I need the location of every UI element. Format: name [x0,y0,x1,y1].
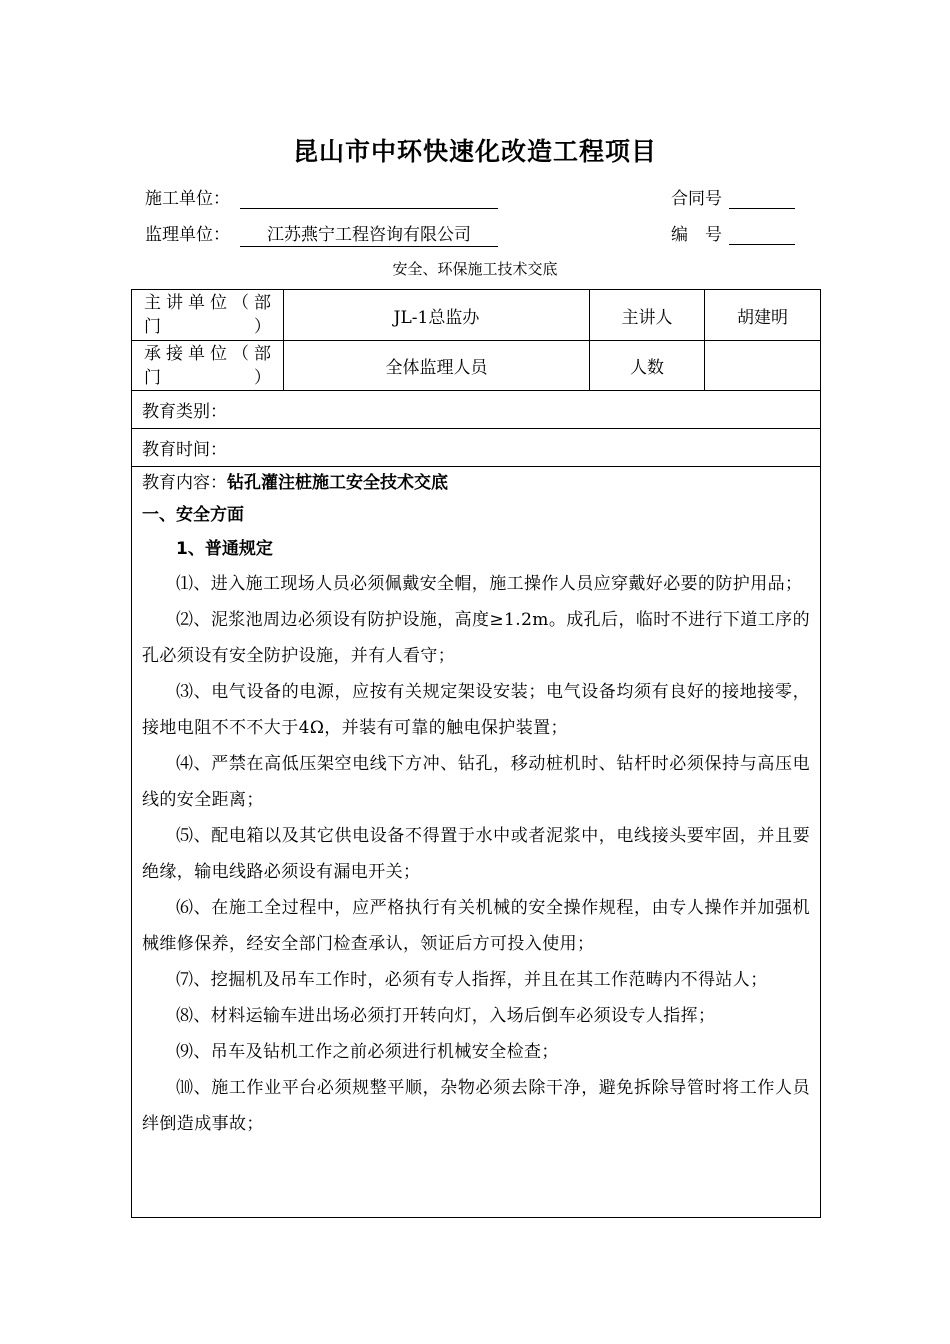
rule-item-9: ⑼、吊车及钻机工作之前必须进行机械安全检查； [176,1042,559,1062]
lecturer-label: 主讲人 [590,290,705,341]
supervision-unit-value: 江苏燕宁工程咨询有限公司 [240,224,498,247]
subtitle: 安全、环保施工技术交底 [392,260,558,278]
edu-time-row [132,429,821,467]
contract-no-blank [729,208,795,209]
rule-item-3: ⑶、电气设备的电源，应按有关规定架设安装；电气设备均须有良好的接地接零，接地电阻不不不大于4Ω，并装有可靠的触电保护装置； [142,682,810,738]
edu-type-label: 教育类别： [132,391,821,429]
count-value [705,341,821,391]
serial-no-blank [729,244,795,245]
construction-unit-label: 施工单位： [145,189,230,209]
receiver-unit-value: 全体监理人员 [284,341,590,391]
document-title: 昆山市中环快速化改造工程项目 [292,137,657,166]
lecturer-unit-label: 主讲单位（部门） [132,290,284,341]
rule-item-8: ⑻、材料运输车进出场必须打开转向灯，入场后倒车必须设专人指挥； [176,1006,716,1026]
rule-item-1: ⑴、进入施工现场人员必须佩戴安全帽，施工操作人员应穿戴好必要的防护用品； [176,574,803,594]
subsection-heading: 1、普通规定 [176,539,273,559]
edu-time-label: 教育时间： [132,429,821,467]
briefing-form-table [131,289,821,1218]
edu-type-row [132,391,821,429]
rule-item-2: ⑵、泥浆池周边必须设有防护设施，高度≥1.2m。成孔后，临时不进行下道工序的孔必须设有安全防护设施，并有人看守； [142,610,810,666]
content-heading-label: 教育内容： [142,473,227,493]
content-heading [142,468,810,498]
rule-item-6: ⑹、在施工全过程中，应严格执行有关机械的安全操作规程，由专人操作并加强机械维修保养，经安全部门检查承认，领证后方可投入使用； [142,898,810,954]
lecturer-row [132,290,821,341]
construction-unit-blank [240,208,498,209]
supervision-unit-label: 监理单位： [145,225,230,245]
section-heading: 一、安全方面 [142,505,244,525]
education-content [132,467,821,1218]
content-heading-value: 钻孔灌注桩施工安全技术交底 [227,473,448,493]
lecturer-value: 胡建明 [705,290,821,341]
receiver-unit-label: 承接单位（部门） [132,341,284,391]
rule-item-10: ⑽、施工作业平台必须规整平顺，杂物必须去除干净，避免拆除导管时将工作人员绊倒造成事故； [142,1078,810,1134]
count-label: 人数 [590,341,705,391]
contract-no-label: 合同号 [671,189,722,209]
receiver-row [132,341,821,391]
lecturer-unit-value: JL-1总监办 [284,290,590,341]
rule-item-4: ⑷、严禁在高低压架空电线下方冲、钻孔，移动桩机时、钻杆时必须保持与高压电线的安全距离； [142,754,810,810]
rule-item-5: ⑸、配电箱以及其它供电设备不得置于水中或者泥浆中，电线接头要牢固，并且要绝缘，输电线路必须设有漏电开关； [142,826,810,882]
content-row [132,467,821,1218]
rule-item-7: ⑺、挖掘机及吊车工作时，必须有专人指挥，并且在其工作范畴内不得站人； [176,970,768,990]
serial-no-label: 编 号 [671,225,722,245]
